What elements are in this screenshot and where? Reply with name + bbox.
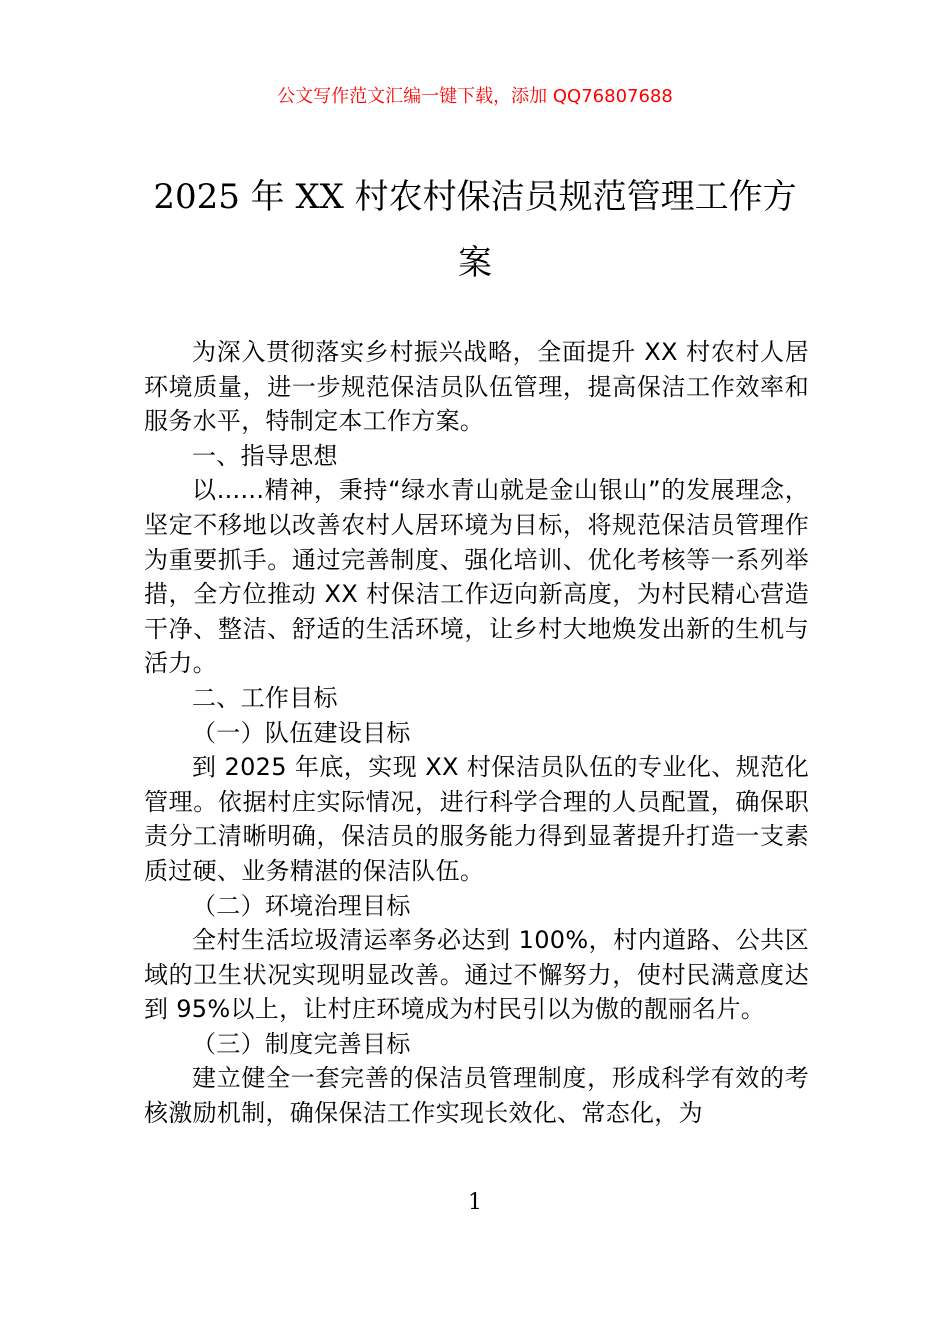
subheading-system: （三）制度完善目标 xyxy=(192,1029,411,1058)
document-body xyxy=(144,335,809,1131)
page-number: 1 xyxy=(468,1190,482,1215)
section-heading-work-goals: 二、工作目标 xyxy=(192,683,338,712)
team-building-paragraph: 到 2025 年底，实现 XX 村保洁员队伍的专业化、规范化管理。依据村庄实际情况，进行科学合理的人员配置，确保职责分工清晰明确，保洁员的服务能力得到显著提升打造一支素质过硬、业务精湛的保洁队伍。 xyxy=(144,753,809,885)
environment-paragraph: 全村生活垃圾清运率务必达到 100%，村内道路、公共区域的卫生状况实现明显改善。通过不懈努力，使村民满意度达到 95%以上，让村庄环境成为村民引以为傲的靓丽名片。 xyxy=(144,926,809,1024)
section-heading-guiding-thought: 一、指导思想 xyxy=(192,441,338,470)
guiding-thought-paragraph: 以......精神，秉持“绿水青山就是金山银山”的发展理念，坚定不移地以改善农村人居环境为目标，将规范保洁员管理作为重要抓手。通过完善制度、强化培训、优化考核等一系列举措，全方位推动 XX 村保洁工作迈向新高度，为村民精心营造干净、整洁、舒适的生活环境，让乡村大地焕发出新的生机与活力。 xyxy=(144,476,809,678)
subheading-environment: （二）环境治理目标 xyxy=(192,891,411,920)
document-title: 2025 年 XX 村农村保洁员规范管理工作方案 xyxy=(153,177,797,283)
intro-paragraph: 为深入贯彻落实乡村振兴战略，全面提升 XX 村农村人居环境质量，进一步规范保洁员队伍管理，提高保洁工作效率和服务水平，特制定本工作方案。 xyxy=(144,338,809,436)
subheading-team-building: （一）队伍建设目标 xyxy=(192,718,411,747)
system-paragraph: 建立健全一套完善的保洁员管理制度，形成科学有效的考核激励机制，确保保洁工作实现长效化、常态化，为 xyxy=(144,1064,809,1128)
download-banner: 公文写作范文汇编一键下载，添加 QQ76807688 xyxy=(277,86,673,107)
